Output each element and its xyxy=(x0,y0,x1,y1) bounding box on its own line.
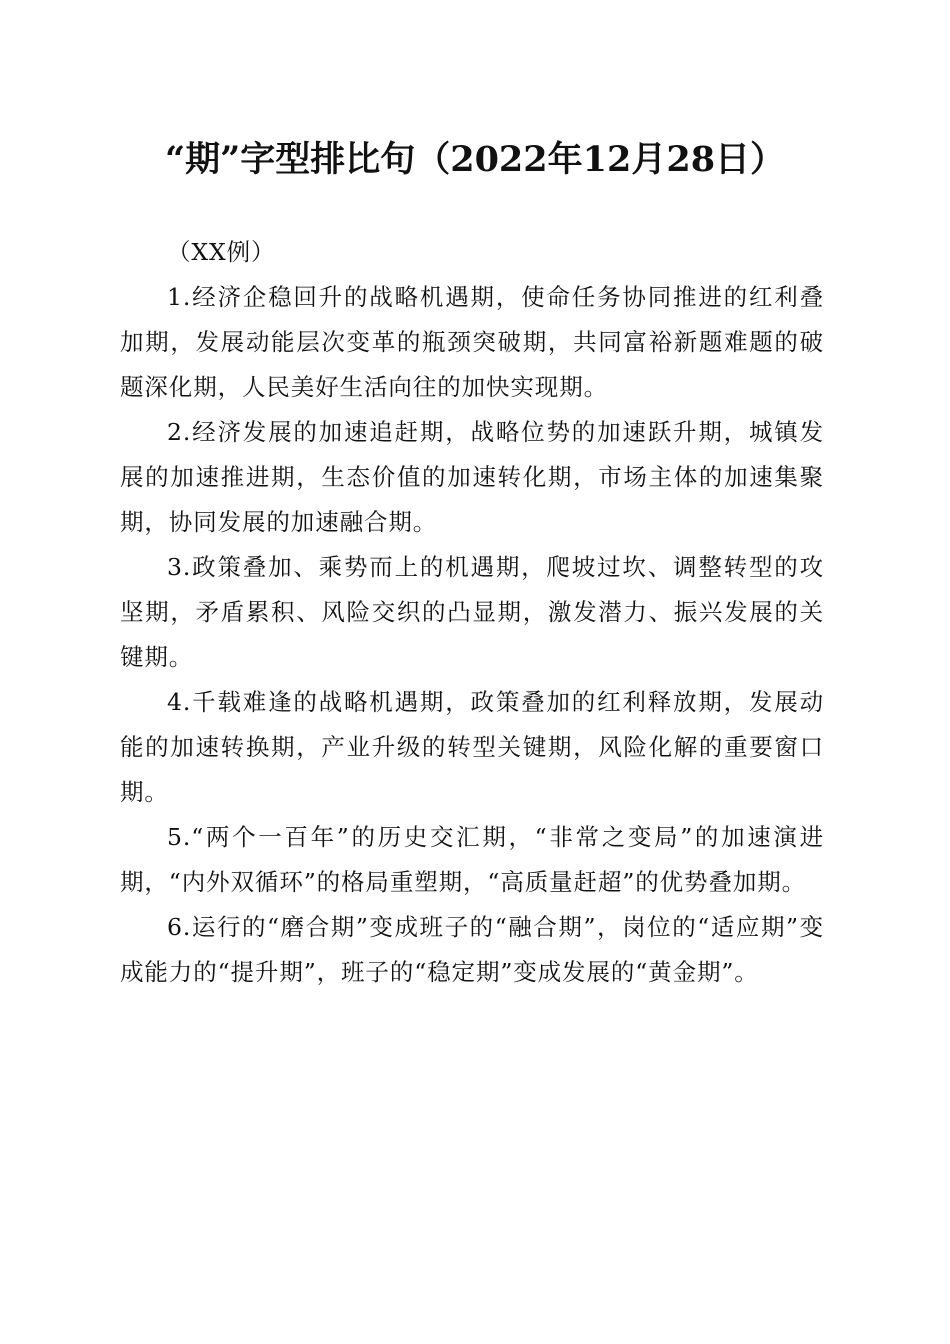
list-item: 1.经济企稳回升的战略机遇期，使命任务协同推进的红利叠加期，发展动能层次变革的瓶颈突破期，共同富裕新题难题的破题深化期，人民美好生活向往的加快实现期。 xyxy=(120,283,824,401)
document-title: “期”字型排比句（2022年12月28日） xyxy=(164,139,786,180)
list-item: 5.“两个一百年”的历史交汇期，“非常之变局”的加速演进期，“内外双循环”的格局重塑期，“高质量赶超”的优势叠加期。 xyxy=(120,823,824,896)
document-body xyxy=(120,230,824,995)
list-item: 2.经济发展的加速追赶期，战略位势的加速跃升期，城镇发展的加速推进期，生态价值的加速转化期，市场主体的加速集聚期，协同发展的加速融合期。 xyxy=(120,418,824,536)
list-item: 4.千载难逢的战略机遇期，政策叠加的红利释放期，发展动能的加速转换期，产业升级的转型关键期，风险化解的重要窗口期。 xyxy=(120,688,824,806)
list-item: 6.运行的“磨合期”变成班子的“融合期”，岗位的“适应期”变成能力的“提升期”，班子的“稳定期”变成发展的“黄金期”。 xyxy=(120,913,824,986)
subtitle-note: （XX例） xyxy=(167,238,276,266)
list-item: 3.政策叠加、乘势而上的机遇期，爬坡过坎、调整转型的攻坚期，矛盾累积、风险交织的凸显期，激发潜力、振兴发展的关键期。 xyxy=(120,553,824,671)
